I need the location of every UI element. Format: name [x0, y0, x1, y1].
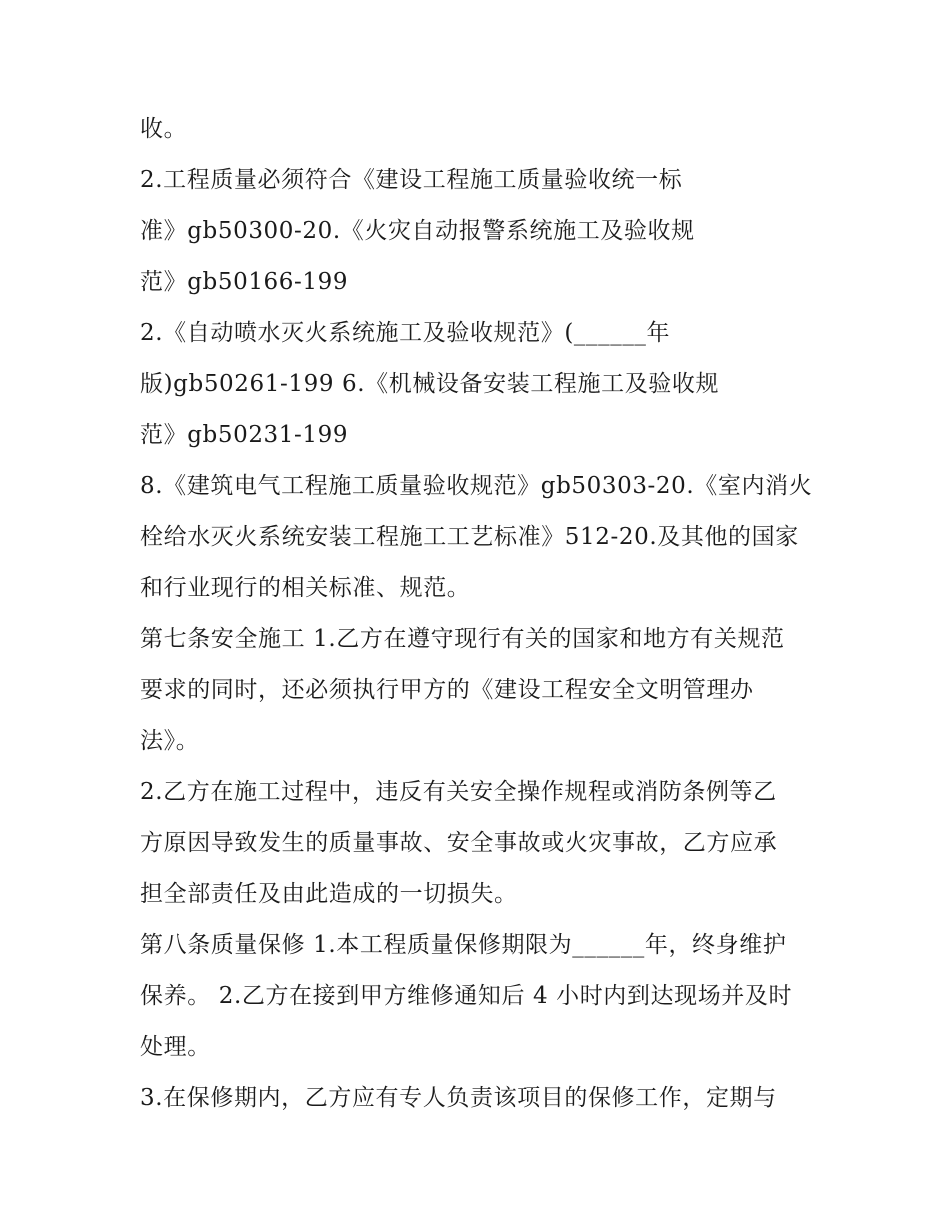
text-line: 栓给水灭火系统安装工程施工工艺标准》512-20.及其他的国家: [140, 524, 799, 550]
text-line: 3.在保修期内，乙方应有专人负责该项目的保修工作，定期与: [140, 1085, 777, 1111]
text-line: 2.乙方在施工过程中，违反有关安全操作规程或消防条例等乙: [140, 779, 777, 805]
text-line: 第八条质量保修 1.本工程质量保修期限为______年，终身维护: [140, 932, 787, 958]
document-body: [140, 104, 820, 1124]
text-line: 处理。: [140, 1034, 211, 1060]
text-line: 收。: [140, 116, 188, 142]
text-line: 准》gb50300-20.《火灾自动报警系统施工及验收规: [140, 218, 695, 244]
text-line: 和行业现行的相关标准、规范。: [140, 575, 471, 601]
text-line: 范》gb50166-199: [140, 269, 349, 295]
text-line: 2.《自动喷水灭火系统施工及验收规范》(______年: [140, 320, 671, 346]
text-line: 方原因导致发生的质量事故、安全事故或火灾事故，乙方应承: [140, 830, 778, 856]
text-line: 范》gb50231-199: [140, 422, 349, 448]
text-line: 保养。 2.乙方在接到甲方维修通知后 4 小时内到达现场并及时: [140, 983, 793, 1009]
text-line: 2.工程质量必须符合《建设工程施工质量验收统一标: [140, 167, 683, 193]
text-line: 第七条安全施工 1.乙方在遵守现行有关的国家和地方有关规范: [140, 626, 785, 652]
text-line: 要求的同时，还必须执行甲方的《建设工程安全文明管理办: [140, 677, 754, 703]
text-line: 8.《建筑电气工程施工质量验收规范》gb50303-20.《室内消火: [140, 473, 813, 499]
text-line: 版)gb50261-199 6.《机械设备安装工程施工及验收规: [140, 371, 720, 397]
text-line: 担全部责任及由此造成的一切损失。: [140, 881, 518, 907]
text-line: 法》。: [140, 728, 200, 754]
